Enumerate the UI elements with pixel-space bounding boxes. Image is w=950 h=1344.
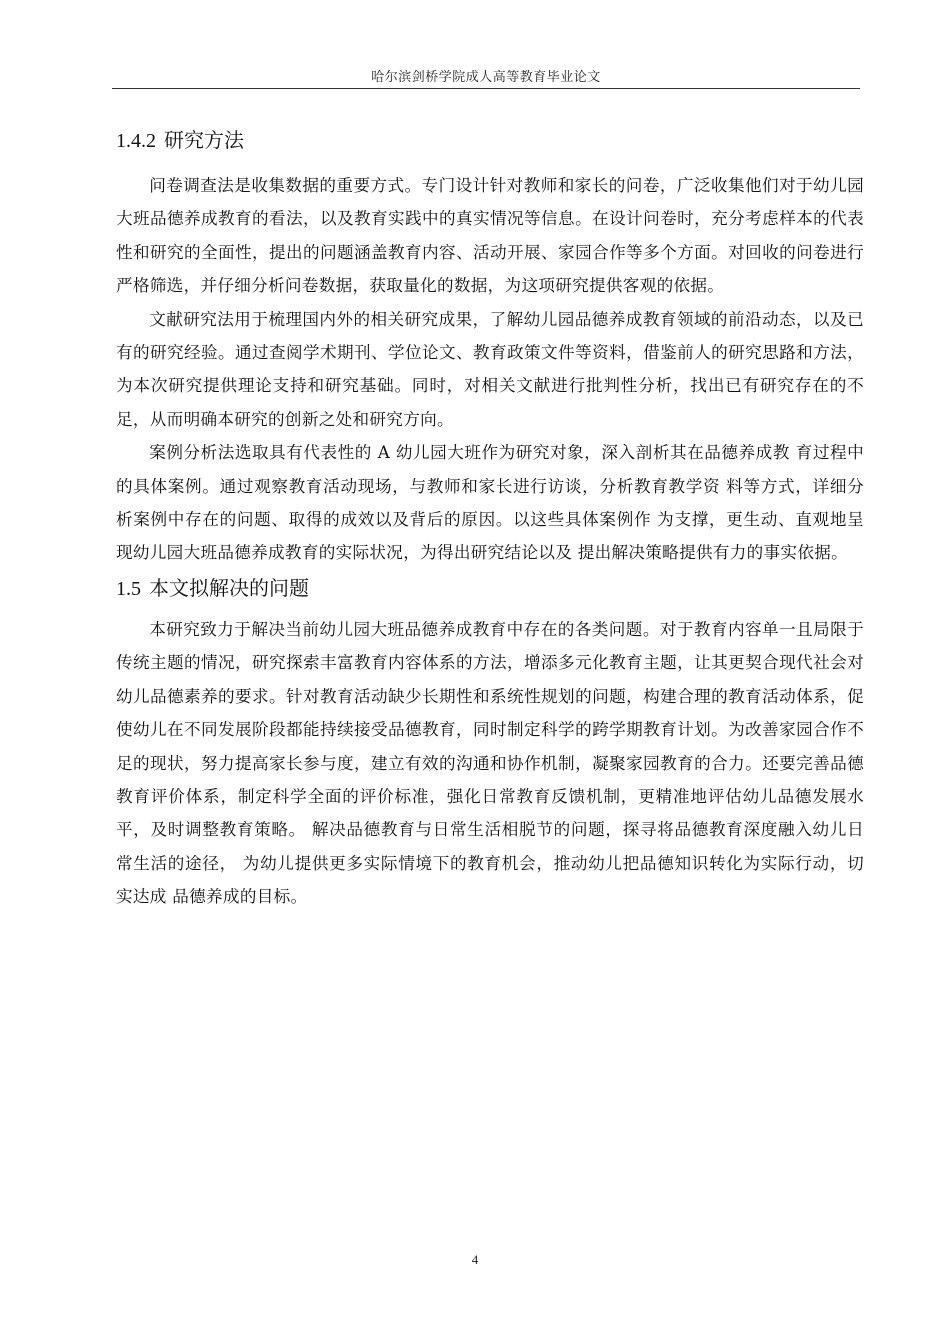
paragraph-questionnaire-method: 问卷调查法是收集数据的重要方式。专门设计针对教师和家长的问卷，广泛收集他们对于幼儿园大班品德养成教育的看法，以及教育实践中的真实情况等信息。在设计问卷时，充分考虑样本的代表性和研究的全面性，提出的问题涵盖教育内容、活动开展、家园合作等多个方面。对回收的问卷进行严格筛选，并仔细分析问卷数据，获取量化的数据，为这项研究提供客观的依据。 bbox=[116, 176, 864, 296]
header-rule bbox=[112, 88, 860, 89]
section-number: 1.5 bbox=[116, 577, 141, 600]
section-heading-1-5 bbox=[116, 572, 864, 605]
page-body bbox=[116, 124, 864, 914]
section-number: 1.4.2 bbox=[116, 130, 156, 152]
section-title: 本文拟解决的问题 bbox=[149, 575, 309, 600]
section-heading-1-4-2 bbox=[116, 124, 864, 157]
paragraph-case-analysis-method: 案例分析法选取具有代表性的 A 幼儿园大班作为研究对象，深入剖析其在品德养成教 育过程中的具体案例。通过观察教育活动现场，与教师和家长进行访谈，分析教育教学资 料等方式，详细分析案例中存在的问题、取得的成效以及背后的原因。以这些具体案例作 为支撑，更生动、直观地呈现幼儿园大班品德养成教育的实际状况，为得出研究结论以及 提出解决策略提供有力的事实依据。 bbox=[116, 443, 864, 563]
page-number: 4 bbox=[471, 1252, 479, 1267]
section-title: 研究方法 bbox=[164, 128, 244, 152]
paragraph-literature-method: 文献研究法用于梳理国内外的相关研究成果，了解幼儿园品德养成教育领域的前沿动态，以及已有的研究经验。通过查阅学术期刊、学位论文、教育政策文件等资料，借鉴前人的研究思路和方法，为本次研究提供理论支持和研究基础。同时，对相关文献进行批判性分析，找出已有研究存在的不足，从而明确本研究的创新之处和研究方向。 bbox=[116, 309, 864, 429]
paragraph-problems-to-solve: 本研究致力于解决当前幼儿园大班品德养成教育中存在的各类问题。对于教育内容单一且局限于传统主题的情况，研究探索丰富教育内容体系的方法，增添多元化教育主题，让其更契合现代社会对幼儿品德素养的要求。针对教育活动缺少长期性和系统性规划的问题，构建合理的教育活动体系，促使幼儿在不同发展阶段都能持续接受品德教育，同时制定科学的跨学期教育计划。为改善家园合作不足的现状，努力提高家长参与度，建立有效的沟通和协作机制，凝聚家园教育的合力。还要完善品德教育评价体系，制定科学全面的评价标准，强化日常教育反馈机制，更精准地评估幼儿品德发展水平，及时调整教育策略。 解决品德教育与日常生活相脱节的问题，探寻将品德教育深度融入幼儿日常生活的途径， 为幼儿提供更多实际情境下的教育机会，推动幼儿把品德知识转化为实际行动，切实达成 品德养成的目标。 bbox=[116, 619, 864, 907]
running-header: 哈尔滨剑桥学院成人高等教育毕业论文 bbox=[371, 70, 601, 85]
